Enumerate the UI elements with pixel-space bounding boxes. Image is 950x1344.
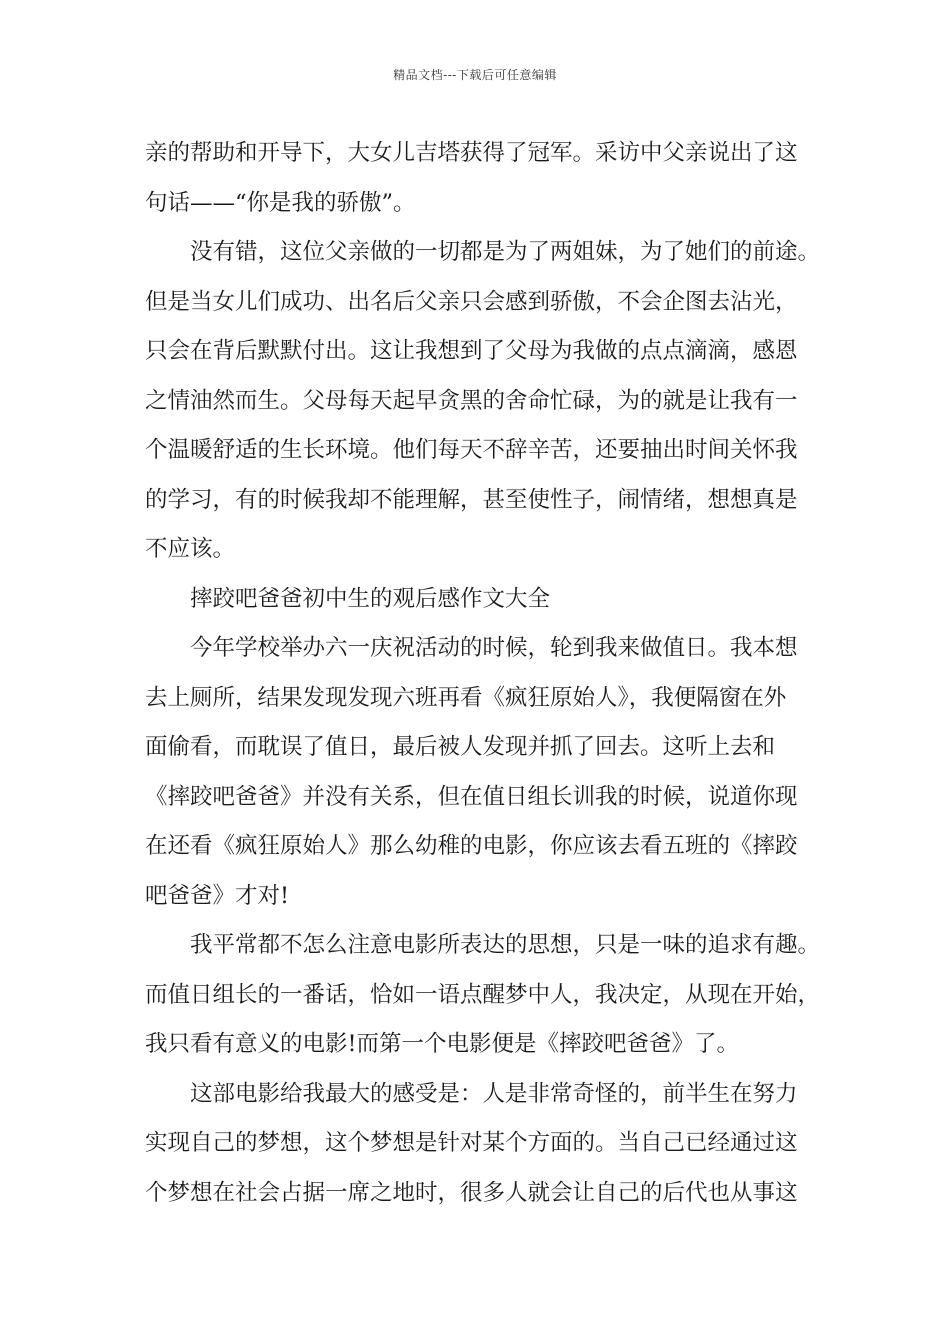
text-line: 在还看《疯狂原始人》那么幼稚的电影，你应该去看五班的《摔跤 [145, 833, 798, 859]
text-line: 但是当女儿们成功、出名后父亲只会感到骄傲，不会企图去沾光， [145, 288, 798, 315]
text-line: 我平常都不怎么注意电影所表达的思想，只是一味的追求有趣。 [190, 932, 821, 958]
text-line: 而值日组长的一番话，恰如一语点醒梦中人，我决定，从现在开始， [145, 981, 821, 1008]
text-line: 吧爸爸》才对! [145, 882, 290, 909]
text-line: 《摔跤吧爸爸》并没有关系，但在值日组长训我的时候，说道你现 [145, 783, 798, 810]
text-line: 句话——“你是我的骄傲”。 [145, 189, 416, 216]
document-body [145, 129, 835, 1218]
text-line: 个温暖舒适的生长环境。他们每天不辞辛苦，还要抽出时间关怀我 [145, 437, 798, 463]
text-line: 我只看有意义的电影!而第一个电影便是《摔跤吧爸爸》了。 [145, 1031, 740, 1057]
text-line: 面偷看，而耽误了值日，最后被人发现并抓了回去。这听上去和 [145, 734, 776, 760]
text-line: 这部电影给我最大的感受是：人是非常奇怪的，前半生在努力 [190, 1080, 798, 1107]
text-line: 只会在背后默默付出。这让我想到了父母为我做的点点滴滴，感恩 [145, 338, 798, 364]
page-header: 精品文档---下载后可任意编辑 [393, 68, 557, 82]
text-line: 的学习，有的时候我却不能理解，甚至使性子，闹情绪，想想真是 [145, 486, 798, 513]
text-line: 去上厕所，结果发现发现六班再看《疯狂原始人》，我便隔窗在外 [145, 684, 787, 711]
text-line: 之情油然而生。父母每天起早贪黑的舍命忙碌，为的就是让我有一 [145, 387, 798, 414]
text-line: 不应该。 [145, 536, 236, 562]
text-line: 摔跤吧爸爸初中生的观后感作文大全 [190, 585, 551, 612]
text-line: 亲的帮助和开导下，大女儿吉塔获得了冠军。采访中父亲说出了这 [145, 140, 798, 166]
text-line: 没有错，这位父亲做的一切都是为了两姐妹，为了她们的前途。 [190, 239, 821, 265]
text-line: 个梦想在社会占据一席之地时，很多人就会让自己的后代也从事这 [145, 1179, 798, 1206]
text-line: 实现自己的梦想，这个梦想是针对某个方面的。当自己已经通过这 [145, 1130, 798, 1156]
text-line: 今年学校举办六一庆祝活动的时候，轮到我来做值日。我本想 [190, 635, 798, 661]
